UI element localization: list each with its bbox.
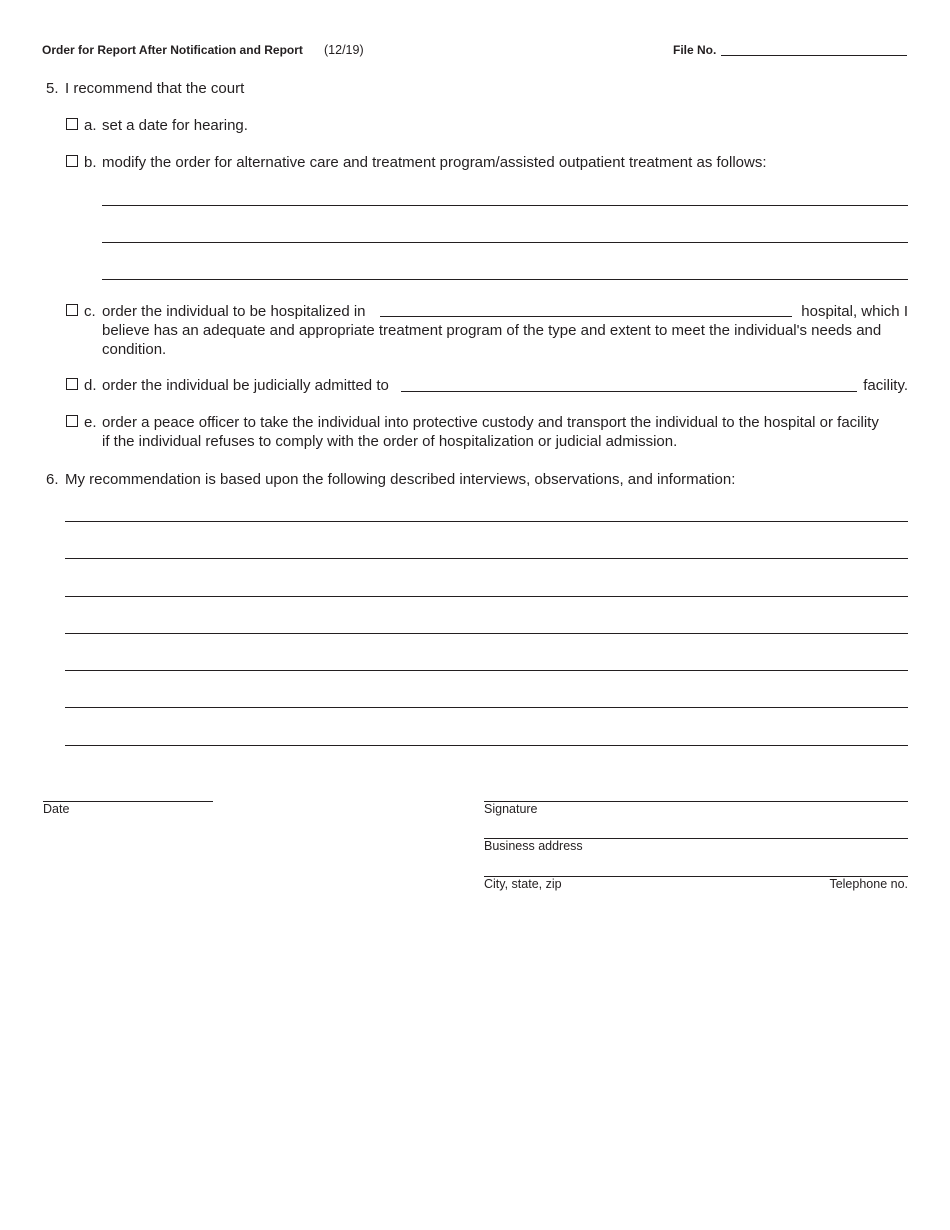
section-6-line-6[interactable] <box>65 707 908 708</box>
option-b-line-2[interactable] <box>102 242 908 243</box>
section-6-line-4[interactable] <box>65 633 908 634</box>
option-b-letter: b. <box>84 154 97 171</box>
signature-field[interactable] <box>484 801 908 802</box>
section-6-number: 6. <box>46 471 59 488</box>
option-b-line-1[interactable] <box>102 205 908 206</box>
option-d-letter: d. <box>84 377 97 394</box>
option-a-text: set a date for hearing. <box>102 117 248 134</box>
option-a-letter: a. <box>84 117 97 134</box>
option-e-line-1: order a peace officer to take the individual into protective custody and transport the individual to the hospital or facility <box>102 414 879 431</box>
option-c-continuation: believe has an adequate and appropriate treatment program of the type and extent to meet the individual's needs and condition. <box>102 322 882 358</box>
option-c-checkbox[interactable] <box>66 304 78 316</box>
hospital-name-field[interactable] <box>380 316 792 317</box>
city-state-zip-label: City, state, zip <box>484 877 562 891</box>
section-6-line-7[interactable] <box>65 745 908 746</box>
option-b-line-3[interactable] <box>102 279 908 280</box>
option-e-line-2: if the individual refuses to comply with the order of hospitalization or judicial admission. <box>102 433 678 450</box>
business-address-label: Business address <box>484 839 583 853</box>
section-6-line-5[interactable] <box>65 670 908 671</box>
signature-label: Signature <box>484 802 538 816</box>
option-c-letter: c. <box>84 303 96 320</box>
section-5-number: 5. <box>46 80 59 97</box>
option-d-text-before: order the individual be judicially admitted to <box>102 377 389 394</box>
file-no-field[interactable] <box>721 55 907 56</box>
section-6-line-1[interactable] <box>65 521 908 522</box>
option-e-checkbox[interactable] <box>66 415 78 427</box>
section-6-line-3[interactable] <box>65 596 908 597</box>
section-6-text: My recommendation is based upon the following described interviews, observations, and information: <box>65 471 736 488</box>
option-d-text-after: facility. <box>863 377 908 394</box>
file-no-label: File No. <box>673 43 717 57</box>
facility-name-field[interactable] <box>401 391 857 392</box>
option-d-checkbox[interactable] <box>66 378 78 390</box>
form-title: Order for Report After Notification and Report <box>42 43 303 57</box>
section-5-intro: I recommend that the court <box>65 80 245 97</box>
option-e-letter: e. <box>84 414 97 431</box>
option-c-text-before: order the individual to be hospitalized in <box>102 303 366 320</box>
section-6-line-2[interactable] <box>65 558 908 559</box>
option-c-text-after: hospital, which I <box>801 303 908 320</box>
form-revision: (12/19) <box>324 43 364 57</box>
telephone-label: Telephone no. <box>829 877 908 891</box>
option-b-checkbox[interactable] <box>66 155 78 167</box>
option-a-checkbox[interactable] <box>66 118 78 130</box>
option-b-text: modify the order for alternative care and treatment program/assisted outpatient treatment as follows: <box>102 154 767 171</box>
date-label: Date <box>43 802 70 816</box>
